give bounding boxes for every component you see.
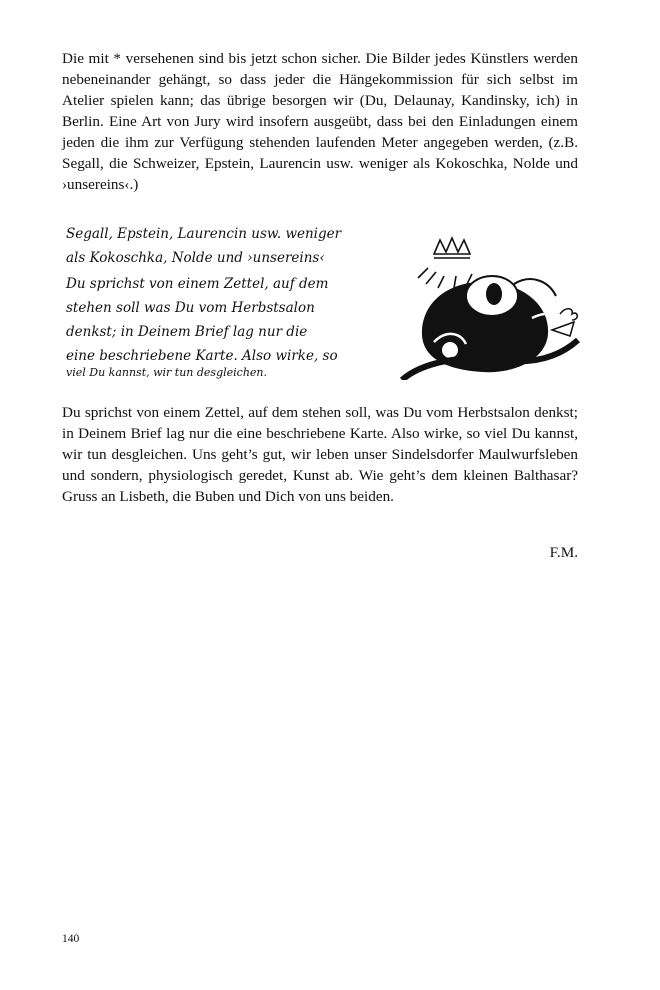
crown-sketch xyxy=(418,238,472,288)
handwriting-line: Du sprichst von einem Zettel, auf dem xyxy=(66,276,329,292)
paragraph-1: Die mit * versehenen sind bis jetzt schon sicher. Die Bilder jedes Künstlers werden nebeneinander gehängt, so dass jeder die Hängekommission für sich selbst im Atelier spielen kann; das übrige besorgen wir (Du, Delaunay, Kandinsky, ich) in Berlin. Eine Art von Jury wird insofern ausgeübt, dass bei den Einladungen einem jeden die ihm zur Verfügung stehenden laufenden Meter angegeben werden, (z.B. Segall, die Schweizer, Epstein, Laurencin usw. weniger als Kokoschka, Nolde und ›unsereins‹.) xyxy=(62,50,578,193)
handwriting-line: Segall, Epstein, Laurencin usw. weniger xyxy=(66,226,342,242)
handwriting-line: als Kokoschka, Nolde und ›unsereins‹ xyxy=(66,250,325,266)
handwriting-line: eine beschriebene Karte. Also wirke, so xyxy=(66,348,338,364)
handwriting-line: viel Du kannst, wir tun desgleichen. xyxy=(66,366,268,379)
caricature-sketch xyxy=(402,276,578,380)
handwritten-letter-facsimile xyxy=(62,210,582,380)
page-number: 140 xyxy=(62,933,80,945)
handwriting-line: denkst; in Deinem Brief lag nur die xyxy=(66,324,308,340)
paragraph-2: Du sprichst von einem Zettel, auf dem stehen soll, was Du vom Herbstsalon denkst; in Deinem Brief lag nur die eine beschriebene Karte. Also wirke, so viel Du kannst, wir tun desgleichen. Uns geht’s gut, wir leben unser Sindelsdorfer Maulwurfsleben und sondern, physiologisch geredet, Kunst ab. Wie geht’s dem kleinen Balthasar? Gruss an Lisbeth, die Buben und Dich von uns beiden. xyxy=(62,404,578,505)
handwriting-line: stehen soll was Du vom Herbstsalon xyxy=(66,300,315,316)
signature: F.M. xyxy=(549,544,578,561)
